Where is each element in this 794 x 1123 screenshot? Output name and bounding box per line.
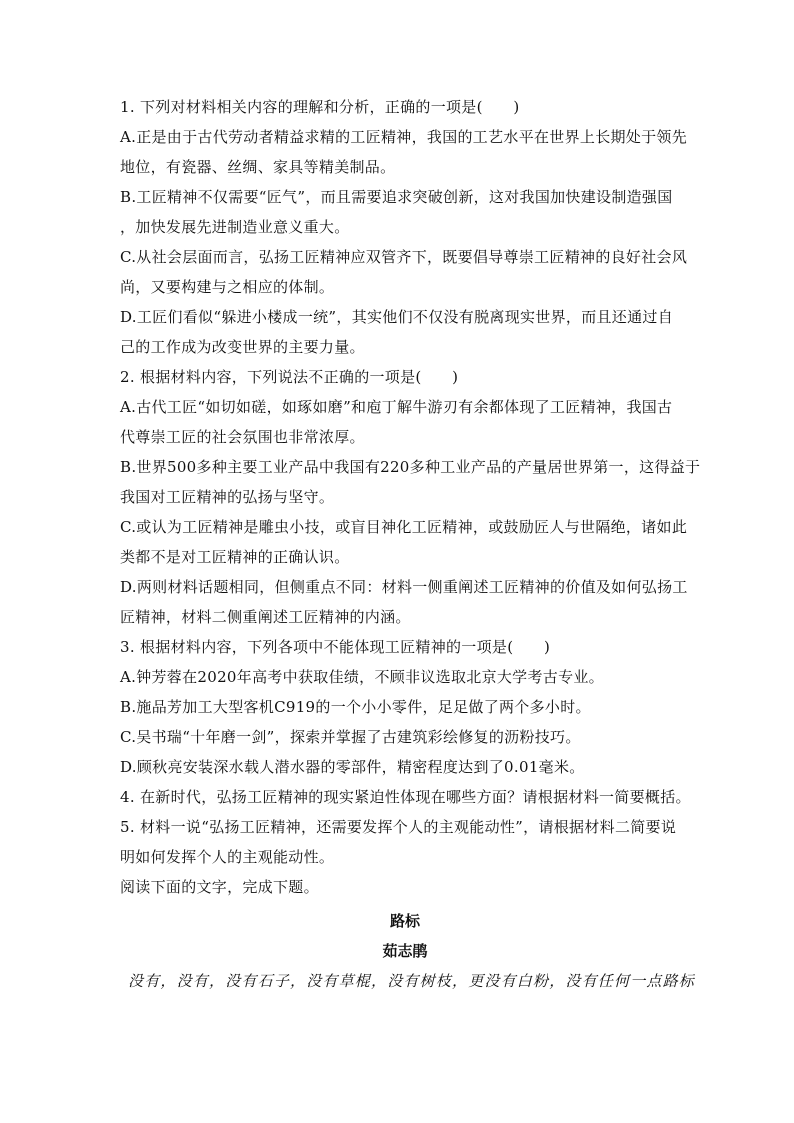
question-text: 根据材料内容，下列各项中不能体现工匠精神的一项是( ) [140,638,551,656]
q3-option-b: B.施品芳加工大型客机C919的一个小小零件，足足做了两个多小时。 [120,698,591,716]
question-text: 在新时代，弘扬工匠精神的现实紧迫性体现在哪些方面？请根据材料一简要概括。 [140,788,691,806]
question-number: 4. [120,788,135,806]
q1-option-d-line2: 己的工作成为改变世界的主要力量。 [120,338,365,356]
q2-option-d-line2: 匠精神，材料二侧重阐述工匠精神的内涵。 [120,608,411,626]
question-5-line2: 明如何发挥个人的主观能动性。 [120,848,335,866]
question-text: 材料一说“弘扬工匠精神，还需要发挥个人的主观能动性”，请根据材料二简要说 [140,818,677,836]
q1-option-d-line1: D.工匠们看似“躲进小楼成一统”，其实他们不仅没有脱离现实世界，而且还通过自 [120,308,673,326]
q2-option-d-line1: D.两则材料话题相同，但侧重点不同：材料一侧重阐述工匠精神的价值及如何弘扬工 [120,578,688,596]
question-number: 1. [120,98,135,116]
q1-option-c-line2: 尚，又要构建与之相应的体制。 [120,278,335,296]
question-4 [120,782,690,812]
q2-option-c-line1: C.或认为工匠精神是雕虫小技，或盲目神化工匠精神，或鼓励匠人与世隔绝，诸如此 [120,518,688,536]
question-1-stem [120,92,690,122]
q1-option-b-line1: B.工匠精神不仅需要“匠气”，而且需要追求突破创新，这对我国加快建设制造强国 [120,188,673,206]
q2-option-a-line2: 代尊崇工匠的社会氛围也非常浓厚。 [120,428,365,446]
question-3-stem [120,632,690,662]
q2-option-c-line2: 类都不是对工匠精神的正确认识。 [120,548,350,566]
q1-option-a-line1: A.正是由于古代劳动者精益求精的工匠精神，我国的工艺水平在世界上长期处于领先 [120,128,688,146]
q2-option-b-line2: 我国对工匠精神的弘扬与坚守。 [120,488,335,506]
question-number: 5. [120,818,135,836]
question-5-line1 [120,812,690,842]
q1-option-b-line2: ，加快发展先进制造业意义重大。 [120,218,350,236]
question-2-stem [120,362,690,392]
q3-option-d: D.顾秋亮安装深水载人潜水器的零部件，精密程度达到了0.01毫米。 [120,758,585,776]
q3-option-c: C.吴书瑞“十年磨一剑”，探索并掌握了古建筑彩绘修复的沥粉技巧。 [120,728,581,746]
content [120,92,701,996]
question-text: 下列对材料相关内容的理解和分析，正确的一项是( ) [140,98,520,116]
article-header [120,906,690,966]
article-first-line: 没有，没有，没有石子，没有草棍，没有树枝，更没有白粉，没有任何一点路标 [128,972,696,990]
question-number: 2. [120,368,135,386]
q1-option-a-line2: 地位，有瓷器、丝绸、家具等精美制品。 [120,158,396,176]
q2-option-b-line1: B.世界500多种主要工业产品中我国有220多种工业产品的产量居世界第一，这得益于 [120,458,701,476]
q1-option-c-line1: C.从社会层面而言，弘扬工匠精神应双管齐下，既要倡导尊崇工匠精神的良好社会风 [120,248,688,266]
reading-instruction: 阅读下面的文字，完成下题。 [120,878,319,896]
question-number: 3. [120,638,135,656]
article-title: 路标 [389,912,420,930]
q3-option-a: A.钟芳蓉在2020年高考中获取佳绩，不顾非议选取北京大学考古专业。 [120,668,604,686]
question-text: 根据材料内容，下列说法不正确的一项是( ) [140,368,459,386]
article-author: 茹志鹃 [382,942,428,960]
q2-option-a-line1: A.古代工匠“如切如磋，如琢如磨”和庖丁解牛游刃有余都体现了工匠精神，我国古 [120,398,673,416]
